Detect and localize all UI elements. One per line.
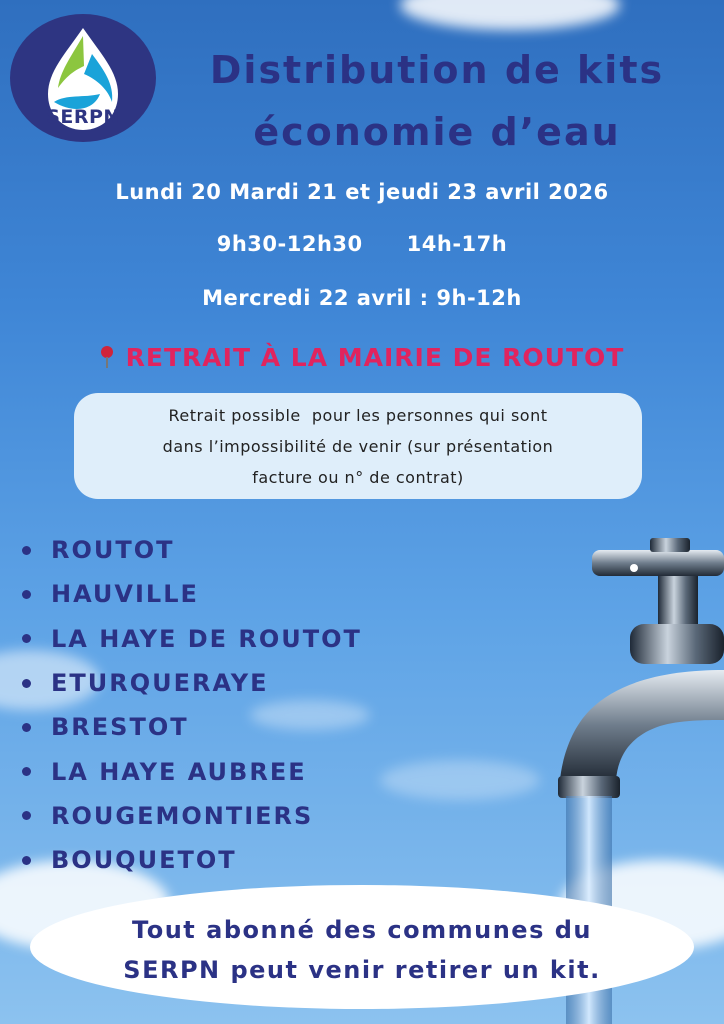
morning-hours: 9h30-12h30 [216, 232, 363, 256]
schedule-days: Lundi 20 Mardi 21 et jeudi 23 avril 2026 [115, 180, 609, 204]
bullet [22, 546, 31, 555]
list-item [22, 661, 362, 705]
cloud [380, 760, 540, 800]
pickup-text: RETRAIT À LA MAIRIE DE ROUTOT [125, 343, 625, 372]
list-item [22, 705, 362, 749]
commune-name: ROUGEMONTIERS [51, 801, 314, 830]
list-item [22, 528, 362, 572]
commune-name: LA HAYE AUBREE [51, 757, 307, 786]
commune-name: BRESTOT [51, 713, 189, 742]
footer-line-1: Tout abonné des communes du [132, 916, 592, 944]
commune-name: BOUQUETOT [51, 846, 237, 875]
commune-name: LA HAYE DE ROUTOT [51, 624, 362, 653]
bullet [22, 723, 31, 732]
commune-name: ETURQUERAYE [51, 669, 269, 698]
pickup-location [0, 343, 724, 372]
bullet [22, 767, 31, 776]
list-item [22, 572, 362, 616]
list-item [22, 617, 362, 661]
bullet [22, 679, 31, 688]
schedule-wednesday: Mercredi 22 avril : 9h-12h [202, 286, 522, 310]
pin-icon [100, 346, 114, 368]
list-item [22, 794, 362, 838]
serpn-logo [10, 14, 156, 142]
logo-text: SERPN [46, 106, 120, 128]
commune-name: HAUVILLE [51, 580, 199, 609]
info-line-3: facture ou n° de contrat) [252, 467, 464, 487]
footer-line-2: SERPN peut venir retirer un kit. [123, 956, 601, 984]
title-line-1: Distribution de kits [209, 48, 665, 92]
bullet [22, 634, 31, 643]
afternoon-hours: 14h-17h [406, 232, 508, 256]
list-item [22, 838, 362, 882]
info-box [74, 393, 642, 499]
info-line-2: dans l’impossibilité de venir (sur présentation [162, 436, 554, 456]
cloud [400, 0, 620, 30]
title-line-2: économie d’eau [253, 110, 621, 154]
bullet [22, 811, 31, 820]
bullet [22, 590, 31, 599]
schedule-hours [0, 232, 724, 256]
commune-name: ROUTOT [51, 536, 175, 565]
list-item [22, 749, 362, 793]
communes-list [22, 528, 362, 882]
footer-text [0, 910, 724, 990]
info-line-1: Retrait possible pour les personnes qui sont [168, 405, 548, 425]
bullet [22, 856, 31, 865]
